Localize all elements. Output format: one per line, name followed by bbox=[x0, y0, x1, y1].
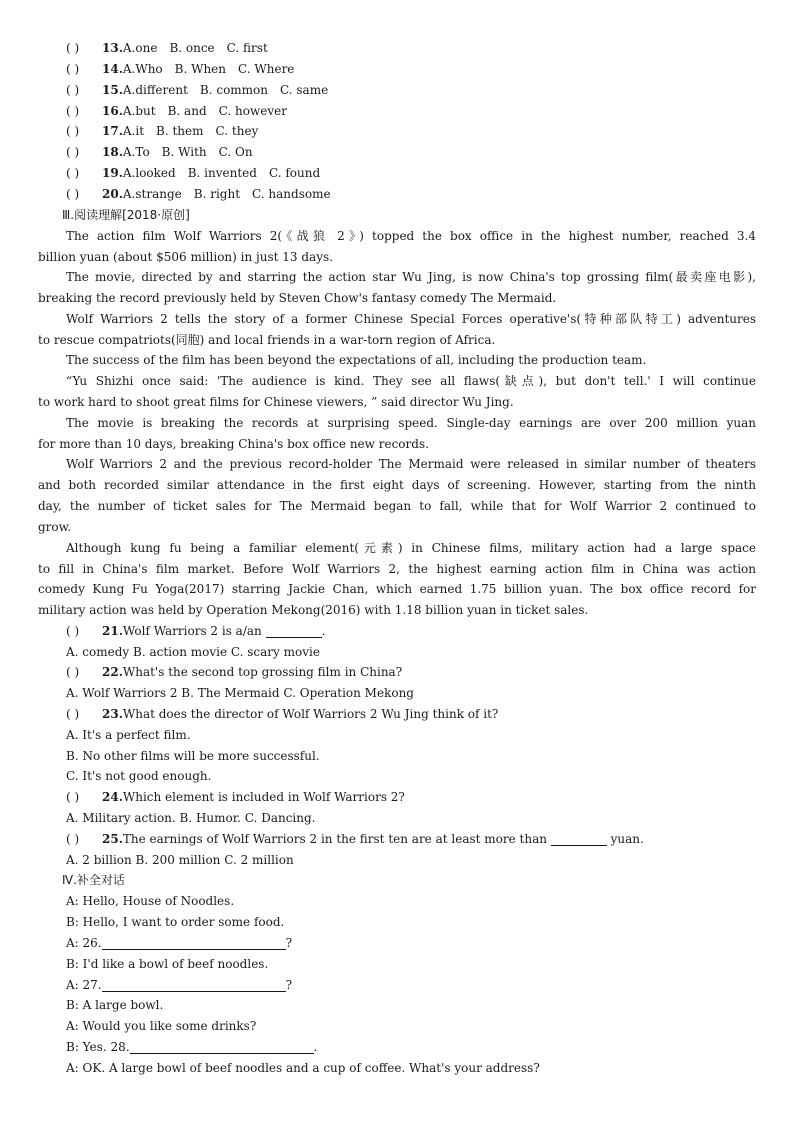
cloze-question-row bbox=[66, 59, 784, 80]
question-end: yuan. bbox=[610, 832, 644, 846]
passage-line: to rescue compatriots(同胞) and local friends in a war-torn region of Africa. bbox=[38, 333, 496, 347]
dialogue-end: . bbox=[313, 1040, 318, 1054]
answer-blank[interactable] bbox=[551, 831, 607, 846]
answer-paren[interactable]: ( ) bbox=[66, 624, 80, 638]
passage-line: The movie is breaking the records at surprising speed. Single-day earnings are over 200 million yuan bbox=[66, 416, 756, 430]
cloze-question-row bbox=[66, 163, 784, 184]
question-25 bbox=[66, 829, 756, 850]
answer-blank[interactable] bbox=[130, 1039, 314, 1054]
question-21-options: A. comedy B. action movie C. scary movie bbox=[66, 645, 320, 659]
option-a: A.strange bbox=[122, 186, 182, 201]
section-4-title: Ⅳ.补全对话 bbox=[62, 873, 125, 887]
passage-line: military action was held by Operation Mekong(2016) with 1.18 billion yuan in ticket sales. bbox=[38, 603, 589, 617]
passage-line: Wolf Warriors 2 tells the story of a former Chinese Special Forces operative's(特种部队特工) adventures bbox=[66, 312, 756, 326]
option-c: C. however bbox=[218, 103, 287, 118]
question-number: 23. bbox=[102, 707, 123, 721]
dialogue-prefix: B: Yes. 28. bbox=[66, 1040, 130, 1054]
passage-line: “Yu Shizhi once said: 'The audience is kind. They see all flaws(缺点), but don't tell.' I will continue bbox=[66, 374, 756, 388]
question-23-option-b: B. No other films will be more successful. bbox=[66, 749, 320, 763]
answer-paren[interactable]: ( ) bbox=[66, 124, 80, 139]
option-a: A.but bbox=[122, 103, 156, 118]
question-number: 13. bbox=[102, 41, 123, 55]
dialogue-line-28 bbox=[66, 1037, 784, 1058]
question-number: 16. bbox=[102, 103, 123, 118]
answer-paren[interactable]: ( ) bbox=[66, 665, 80, 679]
option-b: B. With bbox=[161, 145, 207, 160]
question-stem: Wolf Warriors 2 is a/an bbox=[122, 624, 262, 638]
option-a: A.it bbox=[122, 124, 145, 139]
dialogue-line-26 bbox=[66, 933, 784, 954]
answer-paren[interactable]: ( ) bbox=[66, 61, 80, 76]
option-c: C. first bbox=[226, 41, 268, 55]
question-24 bbox=[66, 787, 784, 808]
dialogue-line: A: OK. A large bowl of beef noodles and a cup of coffee. What's your address? bbox=[66, 1061, 540, 1075]
question-stem: Which element is included in Wolf Warriors 2? bbox=[122, 790, 405, 804]
question-number: 15. bbox=[102, 82, 123, 97]
dialogue-prefix: A: 27. bbox=[66, 978, 102, 992]
dialogue-end: ? bbox=[285, 978, 293, 992]
option-c: C. found bbox=[268, 166, 321, 181]
option-c: C. same bbox=[280, 82, 329, 97]
question-23 bbox=[66, 704, 784, 725]
question-number: 19. bbox=[102, 166, 123, 181]
option-c: C. Where bbox=[238, 61, 295, 76]
question-stem: The earnings of Wolf Warriors 2 in the first ten are at least more than bbox=[122, 832, 547, 846]
answer-paren[interactable]: ( ) bbox=[66, 145, 80, 160]
section-3-title: Ⅲ.阅读理解[2018·原创] bbox=[62, 208, 190, 222]
question-end: . bbox=[321, 624, 326, 638]
question-25-options: A. 2 billion B. 200 million C. 2 million bbox=[66, 853, 294, 867]
passage-line: for more than 10 days, breaking China's box office new records. bbox=[38, 437, 429, 451]
option-b: B. common bbox=[199, 82, 269, 97]
option-a: A.different bbox=[122, 82, 188, 97]
dialogue-end: ? bbox=[285, 936, 293, 950]
answer-blank[interactable] bbox=[102, 935, 286, 950]
passage-line: The action film Wolf Warriors 2(《战狼 2》) topped the box office in the highest number, reached 3.4 bbox=[66, 229, 756, 243]
passage-line: and both recorded similar attendance in the first eight days of screening. However, starting from the ninth bbox=[38, 478, 756, 492]
answer-paren[interactable]: ( ) bbox=[66, 186, 80, 201]
cloze-question-row bbox=[66, 121, 784, 142]
passage-line: comedy Kung Fu Yoga(2017) starring Jackie Chan, which earned 1.75 billion yuan. The box office record for bbox=[38, 582, 756, 596]
answer-paren[interactable]: ( ) bbox=[66, 103, 80, 118]
option-c: C. they bbox=[215, 124, 259, 139]
passage-line: breaking the record previously held by Steven Chow's fantasy comedy The Mermaid. bbox=[38, 291, 557, 305]
dialogue-line: A: Hello, House of Noodles. bbox=[66, 894, 235, 908]
answer-blank[interactable] bbox=[266, 623, 322, 638]
cloze-question-row bbox=[66, 101, 784, 122]
answer-paren[interactable]: ( ) bbox=[66, 41, 80, 55]
question-number: 14. bbox=[102, 61, 123, 76]
question-21 bbox=[66, 621, 784, 642]
passage-line: billion yuan (about $506 million) in just 13 days. bbox=[38, 250, 333, 264]
option-c: C. On bbox=[218, 145, 253, 160]
question-22-options: A. Wolf Warriors 2 B. The Mermaid C. Operation Mekong bbox=[66, 686, 414, 700]
cloze-question-row bbox=[66, 80, 784, 101]
question-number: 18. bbox=[102, 145, 123, 160]
passage-line: Although kung fu being a familiar element(元素) in Chinese films, military action had a large space bbox=[66, 541, 756, 555]
option-b: B. them bbox=[156, 124, 204, 139]
question-number: 25. bbox=[102, 832, 123, 846]
option-c: C. handsome bbox=[252, 186, 331, 201]
passage-line: to fill in China's film market. Before Wolf Warriors 2, the highest earning action film in China was action bbox=[38, 562, 756, 576]
question-number: 20. bbox=[102, 186, 123, 201]
passage-line: day, the number of ticket sales for The Mermaid began to fall, while that for Wolf Warrior 2 continued to bbox=[38, 499, 756, 513]
answer-blank[interactable] bbox=[102, 977, 286, 992]
question-stem: What's the second top grossing film in China? bbox=[122, 665, 403, 679]
question-stem: What does the director of Wolf Warriors 2 Wu Jing think of it? bbox=[122, 707, 499, 721]
answer-paren[interactable]: ( ) bbox=[66, 832, 80, 846]
option-a: A.one bbox=[122, 41, 158, 55]
question-number: 24. bbox=[102, 790, 123, 804]
passage-line: Wolf Warriors 2 and the previous record-holder The Mermaid were released in similar number of theaters bbox=[66, 457, 756, 471]
passage-line: The success of the film has been beyond the expectations of all, including the production team. bbox=[66, 353, 647, 367]
question-23-option-c: C. It's not good enough. bbox=[66, 769, 212, 783]
answer-paren[interactable]: ( ) bbox=[66, 790, 80, 804]
passage-line: grow. bbox=[38, 520, 72, 534]
dialogue-line: A: Would you like some drinks? bbox=[66, 1019, 257, 1033]
option-a: A.Who bbox=[122, 61, 163, 76]
question-number: 21. bbox=[102, 624, 123, 638]
passage-line: The movie, directed by and starring the action star Wu Jing, is now China's top grossing film(最卖座电影), bbox=[66, 270, 756, 284]
question-22 bbox=[66, 662, 784, 683]
option-b: B. once bbox=[169, 41, 215, 55]
option-a: A.looked bbox=[122, 166, 176, 181]
answer-paren[interactable]: ( ) bbox=[66, 82, 80, 97]
dialogue-line: B: I'd like a bowl of beef noodles. bbox=[66, 957, 269, 971]
cloze-question-row bbox=[66, 142, 784, 163]
dialogue-line: B: Hello, I want to order some food. bbox=[66, 915, 285, 929]
dialogue-prefix: A: 26. bbox=[66, 936, 102, 950]
option-b: B. invented bbox=[187, 166, 257, 181]
option-a: A.To bbox=[122, 145, 150, 160]
cloze-question-row bbox=[66, 184, 784, 205]
question-23-option-a: A. It's a perfect film. bbox=[66, 728, 191, 742]
dialogue-line-27 bbox=[66, 975, 784, 996]
option-b: B. When bbox=[174, 61, 227, 76]
answer-paren[interactable]: ( ) bbox=[66, 166, 80, 181]
dialogue-line: B: A large bowl. bbox=[66, 998, 164, 1012]
question-number: 17. bbox=[102, 124, 123, 139]
cloze-question-row bbox=[66, 38, 784, 59]
question-number: 22. bbox=[102, 665, 123, 679]
passage-line: to work hard to shoot great films for Chinese viewers, ” said director Wu Jing. bbox=[38, 395, 514, 409]
option-b: B. and bbox=[167, 103, 207, 118]
option-b: B. right bbox=[193, 186, 241, 201]
question-24-options: A. Military action. B. Humor. C. Dancing. bbox=[66, 811, 316, 825]
answer-paren[interactable]: ( ) bbox=[66, 707, 80, 721]
